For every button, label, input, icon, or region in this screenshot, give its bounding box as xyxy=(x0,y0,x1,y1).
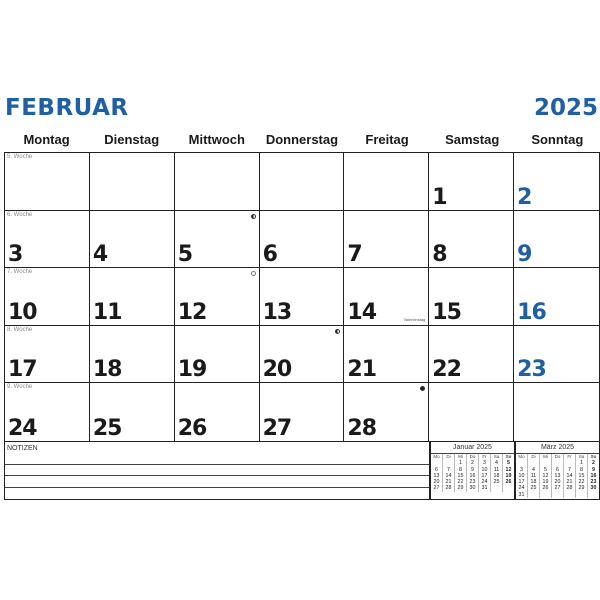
mini-calendar-cell: 18 xyxy=(491,473,503,479)
day-number: 4 xyxy=(92,242,108,268)
mini-calendar-cell: Mi xyxy=(455,454,467,460)
day-cell[interactable] xyxy=(344,211,429,269)
mini-calendar-cell: 8 xyxy=(455,467,467,473)
holiday-label: Valentinstag xyxy=(403,316,426,322)
day-cell[interactable] xyxy=(260,268,345,326)
week-number: 7. Woche xyxy=(7,269,33,276)
day-number: 7 xyxy=(347,242,362,268)
day-cell[interactable] xyxy=(5,211,90,269)
mini-calendar-table xyxy=(516,453,599,499)
mini-calendar-cell xyxy=(491,485,503,491)
mini-calendar-cell xyxy=(576,492,588,498)
mini-calendar-cell: 4 xyxy=(528,467,540,473)
mini-calendar-cell xyxy=(528,492,540,498)
notes-line xyxy=(5,487,429,488)
day-cell[interactable] xyxy=(344,326,429,384)
mini-calendar-cell: 30 xyxy=(590,485,597,492)
weekday-header xyxy=(4,128,600,152)
day-cell[interactable] xyxy=(5,153,90,211)
day-cell[interactable] xyxy=(260,153,345,211)
notes-area[interactable] xyxy=(4,442,430,500)
mini-calendar-cell: 27 xyxy=(431,485,443,491)
day-cell[interactable] xyxy=(90,153,175,211)
day-number: 27 xyxy=(262,415,292,441)
weekday-1: Montag xyxy=(23,132,70,147)
mini-calendar-cell: 31 xyxy=(516,492,528,498)
day-cell[interactable] xyxy=(429,211,514,269)
mini-calendar-cell: 5 xyxy=(507,460,510,467)
mini-calendar-cell: 5 xyxy=(540,467,552,473)
day-cell[interactable] xyxy=(175,153,260,211)
mini-calendar-cell: 2 xyxy=(467,460,479,466)
mini-calendar-cell: Mi xyxy=(540,454,552,460)
day-cell[interactable] xyxy=(175,268,260,326)
mini-calendar-cell: 8 xyxy=(576,467,588,473)
mini-calendar-cell: 10 xyxy=(516,473,528,479)
day-number: 25 xyxy=(92,415,122,441)
day-cell[interactable] xyxy=(429,326,514,384)
day-number: 5 xyxy=(177,242,193,268)
mini-calendar-cell: 22 xyxy=(576,479,588,485)
mini-calendar-cell: 19 xyxy=(505,472,512,479)
day-cell[interactable] xyxy=(514,211,599,269)
mini-calendar-march xyxy=(515,442,600,500)
mini-calendar-cell: So xyxy=(590,454,597,459)
mini-calendar-cell: 15 xyxy=(576,473,588,479)
day-cell[interactable] xyxy=(5,326,90,384)
day-cell[interactable] xyxy=(514,153,599,211)
day-cell[interactable] xyxy=(429,383,514,441)
day-number: 18 xyxy=(92,357,122,383)
day-cell[interactable] xyxy=(5,268,90,326)
day-number: 17 xyxy=(8,357,37,383)
mini-calendar-cell: 6 xyxy=(431,467,443,473)
mini-calendar-cell: 9 xyxy=(467,467,479,473)
mini-calendar-cell: 28 xyxy=(443,485,455,491)
weekday-6: Samstag xyxy=(445,132,500,147)
mini-calendar-cell: 2 xyxy=(592,460,595,467)
mini-calendar-cell: 15 xyxy=(455,473,467,479)
day-number: 9 xyxy=(517,242,532,268)
mini-calendar-cell: 26 xyxy=(540,485,552,491)
day-cell[interactable] xyxy=(90,326,175,384)
day-cell[interactable] xyxy=(260,211,345,269)
mini-calendar-cell: 6 xyxy=(552,467,564,473)
mini-calendar-cell: 11 xyxy=(528,473,540,479)
mini-calendar-cell: 19 xyxy=(540,479,552,485)
mini-calendar-cell: Mo xyxy=(431,454,443,460)
mini-calendar-cell: 20 xyxy=(552,479,564,485)
moon-phase-icon xyxy=(251,214,256,219)
day-number: 12 xyxy=(177,299,207,325)
moon-phase-icon xyxy=(420,386,425,391)
day-number: 10 xyxy=(8,299,37,325)
mini-calendar-cell: 7 xyxy=(564,467,576,473)
mini-calendar-cell: 21 xyxy=(443,479,455,485)
weekday-7: Sonntag xyxy=(531,132,584,147)
day-number: 15 xyxy=(432,299,461,325)
day-cell[interactable] xyxy=(5,383,90,441)
month-title: FEBRUAR xyxy=(5,95,129,121)
mini-calendar-cell: Sa xyxy=(491,454,503,460)
day-cell[interactable] xyxy=(429,153,514,211)
mini-calendar-cell: 21 xyxy=(564,479,576,485)
day-number: 22 xyxy=(432,357,461,383)
day-cell[interactable] xyxy=(344,153,429,211)
mini-calendar-cell xyxy=(540,492,552,498)
day-number: 24 xyxy=(8,415,37,441)
mini-calendar-cell: 3 xyxy=(516,467,528,473)
weekday-2: Dienstag xyxy=(104,132,160,147)
day-cell[interactable] xyxy=(514,383,599,441)
mini-calendar-cell: 4 xyxy=(491,460,503,466)
mini-calendar-cell: 29 xyxy=(455,485,467,491)
day-number: 3 xyxy=(8,242,23,268)
week-number: 8. Woche xyxy=(7,326,33,333)
mini-calendar-title: Januar 2025 xyxy=(453,444,492,451)
week-number: 5. Woche xyxy=(7,154,33,160)
mini-calendar-cell: 22 xyxy=(455,479,467,485)
day-cell[interactable] xyxy=(260,383,345,441)
notes-line xyxy=(5,464,429,465)
notes-label: NOTIZEN xyxy=(7,445,38,452)
mini-calendar-cell: 25 xyxy=(528,485,540,491)
mini-calendar-cell: 1 xyxy=(576,460,588,466)
day-number: 13 xyxy=(262,299,292,325)
day-cell[interactable] xyxy=(429,268,514,326)
mini-calendar-row xyxy=(516,492,599,498)
day-cell[interactable] xyxy=(514,326,599,384)
mini-calendar-cell: 18 xyxy=(528,479,540,485)
mini-calendar-cell: So xyxy=(505,454,512,459)
mini-calendar-cell: Sa xyxy=(576,454,588,460)
day-number: 20 xyxy=(262,357,292,383)
day-number: 8 xyxy=(432,242,447,268)
mini-calendar-cell xyxy=(564,492,576,498)
mini-calendar-table xyxy=(431,453,514,499)
day-cell[interactable] xyxy=(175,326,260,384)
mini-calendar-cell: 23 xyxy=(590,479,597,486)
day-cell[interactable] xyxy=(90,211,175,269)
day-cell[interactable] xyxy=(90,268,175,326)
day-number: 21 xyxy=(347,357,377,383)
mini-calendar-cell: Do xyxy=(467,454,479,460)
day-number: 28 xyxy=(347,415,377,441)
day-number: 14 xyxy=(347,299,377,325)
weekday-4: Donnerstag xyxy=(265,132,339,147)
day-number: 16 xyxy=(517,299,546,325)
mini-calendar-cell: Di xyxy=(443,454,455,460)
year-title: 2025 xyxy=(533,95,598,121)
mini-calendar-cell: 28 xyxy=(564,485,576,491)
mini-calendar-row xyxy=(431,485,514,491)
mini-calendar-cell: 7 xyxy=(443,467,455,473)
mini-calendar-cell: Fr xyxy=(479,454,491,460)
day-cell[interactable] xyxy=(90,383,175,441)
mini-calendar-cell: 16 xyxy=(467,473,479,479)
calendar-grid xyxy=(4,152,600,442)
mini-calendar-cell: 31 xyxy=(479,485,491,491)
mini-calendar-cell: 11 xyxy=(491,467,503,473)
day-number: 1 xyxy=(432,184,447,210)
mini-calendar-cell: 13 xyxy=(552,473,564,479)
mini-calendar-cell: 17 xyxy=(479,473,491,479)
mini-calendar-cell xyxy=(588,492,599,498)
weekday-3: Mittwoch xyxy=(188,132,245,147)
moon-phase-icon xyxy=(251,271,256,276)
mini-calendar-cell: Do xyxy=(552,454,564,460)
mini-calendar-cell: 9 xyxy=(592,466,595,473)
day-cell[interactable] xyxy=(344,383,429,441)
day-cell[interactable] xyxy=(344,268,429,326)
mini-calendar-cell: 20 xyxy=(431,479,443,485)
mini-calendar-cell: Mo xyxy=(516,454,528,460)
notes-line xyxy=(5,475,429,476)
mini-calendar-cell: Di xyxy=(528,454,540,460)
mini-calendar-cell: 30 xyxy=(467,485,479,491)
mini-calendar-cell: 14 xyxy=(443,473,455,479)
mini-calendar-cell: 13 xyxy=(431,473,443,479)
mini-calendar-cell xyxy=(503,485,514,491)
day-cell[interactable] xyxy=(514,268,599,326)
weekday-5: Freitag xyxy=(365,132,409,147)
day-number: 6 xyxy=(262,242,277,268)
mini-calendar-cell: 10 xyxy=(479,467,491,473)
day-cell[interactable] xyxy=(175,383,260,441)
mini-calendar-cell: 14 xyxy=(564,473,576,479)
mini-calendar-january xyxy=(430,442,515,500)
mini-calendar-cell: 12 xyxy=(505,466,512,473)
mini-calendar-cell: 17 xyxy=(516,479,528,485)
mini-calendar-cell: 27 xyxy=(552,485,564,491)
mini-calendar-cell xyxy=(552,492,564,498)
mini-calendar-cell: 16 xyxy=(590,472,597,479)
mini-calendar-cell: 23 xyxy=(467,479,479,485)
mini-calendar-cell: 3 xyxy=(479,460,491,466)
day-number: 2 xyxy=(517,184,532,210)
mini-calendar-cell: 26 xyxy=(505,479,512,486)
day-number: 26 xyxy=(177,415,207,441)
mini-calendar-cell: 29 xyxy=(576,485,588,491)
mini-calendar-title: März 2025 xyxy=(540,444,575,451)
day-number: 19 xyxy=(177,357,207,383)
mini-calendar-cell: 12 xyxy=(540,473,552,479)
day-cell[interactable] xyxy=(260,326,345,384)
moon-phase-icon xyxy=(335,329,340,334)
week-number: 9. Woche xyxy=(7,384,33,391)
day-number: 23 xyxy=(517,357,546,383)
mini-calendar-cell: 24 xyxy=(516,485,528,491)
mini-calendar-cell: 25 xyxy=(491,479,503,485)
day-cell[interactable] xyxy=(175,211,260,269)
mini-calendar-cell: 24 xyxy=(479,479,491,485)
day-number: 11 xyxy=(92,299,122,325)
mini-calendar-cell: 1 xyxy=(455,460,467,466)
week-number: 6. Woche xyxy=(7,211,33,218)
mini-calendar-cell: Fr xyxy=(564,454,576,460)
